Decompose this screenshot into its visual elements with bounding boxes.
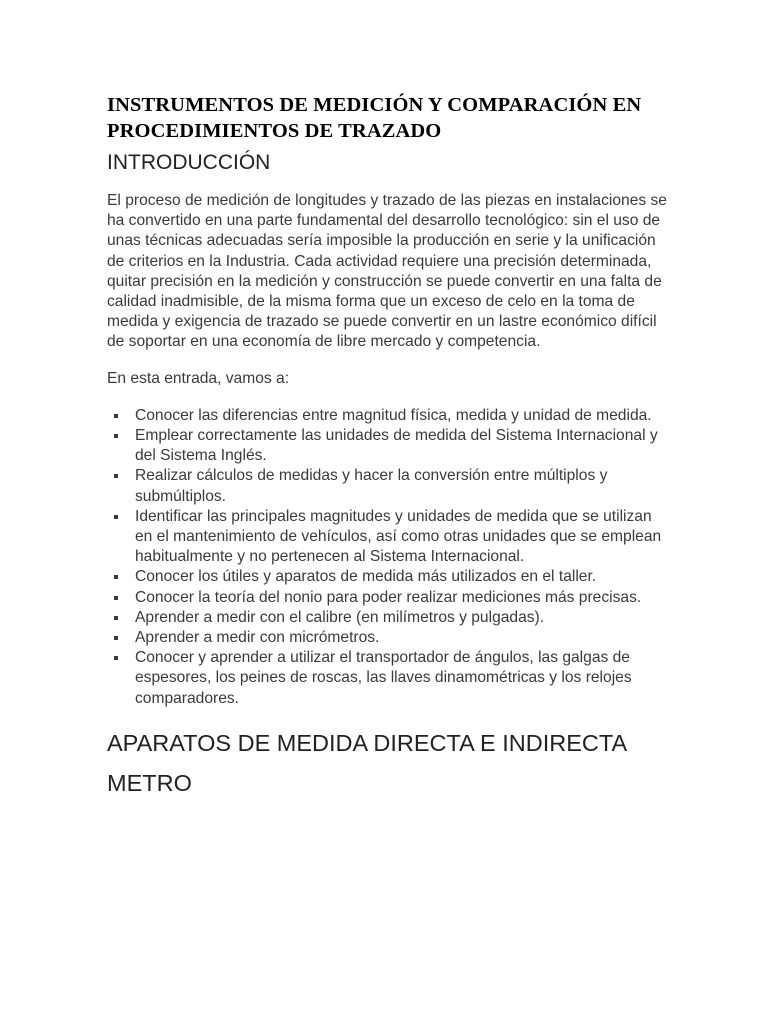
square-bullet-icon xyxy=(114,414,118,418)
list-item-text: Conocer las diferencias entre magnitud física, medida y unidad de medida. xyxy=(135,406,652,424)
list-item xyxy=(107,507,667,568)
list-item-text: Identificar las principales magnitudes y unidades de medida que se utilizan en el mantenimiento de vehículos, así como otras unidades que se emplean habitualmente y no pertenecen al Sistema Internacional. xyxy=(135,507,662,566)
introduction-heading: INTRODUCCIÓN xyxy=(107,151,271,174)
square-bullet-icon xyxy=(114,474,118,478)
document-page xyxy=(107,92,667,798)
document-title: INSTRUMENTOS DE MEDICIÓN Y COMPARACIÓN EN PROCEDIMIENTOS DE TRAZADO xyxy=(107,94,642,142)
square-bullet-icon xyxy=(114,616,118,620)
list-item xyxy=(107,406,667,426)
square-bullet-icon xyxy=(114,656,118,660)
list-item xyxy=(107,608,667,628)
introduction-paragraph: El proceso de medición de longitudes y trazado de las piezas en instalaciones se ha convertido en una parte fundamental del desarrollo tecnológico: sin el uso de unas técnicas adecuadas sería imposible la producción en serie y la unificación de criterios en la Industria. Cada actividad requiere una precisión determinada, quitar precisión en la medición y construcción se puede convertir en una falta de calidad inadmisible, de la misma forma que un exceso de celo en la toma de medida y exigencia de trazado se puede convertir en un lastre económico difícil de soportar en una economía de libre mercado y competencia. xyxy=(107,192,667,351)
list-item xyxy=(107,466,667,506)
measuring-devices-heading: APARATOS DE MEDIDA DIRECTA E INDIRECTA xyxy=(107,729,628,756)
objectives-lead-text: En esta entrada, vamos a: xyxy=(107,369,290,387)
list-item xyxy=(107,628,667,648)
square-bullet-icon xyxy=(114,515,118,519)
list-item xyxy=(107,648,667,709)
list-item-text: Aprender a medir con el calibre (en milímetros y pulgadas). xyxy=(135,608,545,626)
square-bullet-icon xyxy=(114,596,118,600)
list-item-text: Realizar cálculos de medidas y hacer la conversión entre múltiplos y submúltiplos. xyxy=(135,467,608,505)
list-item xyxy=(107,426,667,466)
square-bullet-icon xyxy=(114,575,118,579)
list-item-text: Aprender a medir con micrómetros. xyxy=(135,629,380,647)
square-bullet-icon xyxy=(114,434,118,438)
list-item-text: Conocer los útiles y aparatos de medida más utilizados en el taller. xyxy=(135,568,597,586)
square-bullet-icon xyxy=(114,636,118,640)
list-item-text: Emplear correctamente las unidades de medida del Sistema Internacional y del Sistema Inglés. xyxy=(135,427,658,465)
objectives-list xyxy=(107,406,667,709)
list-item xyxy=(107,588,667,608)
list-item xyxy=(107,567,667,587)
list-item-text: Conocer la teoría del nonio para poder realizar mediciones más precisas. xyxy=(135,588,642,606)
list-item-text: Conocer y aprender a utilizar el transportador de ángulos, las galgas de espesores, los peines de roscas, las llaves dinamométricas y los relojes comparadores. xyxy=(135,649,632,707)
metro-heading: METRO xyxy=(107,769,192,796)
